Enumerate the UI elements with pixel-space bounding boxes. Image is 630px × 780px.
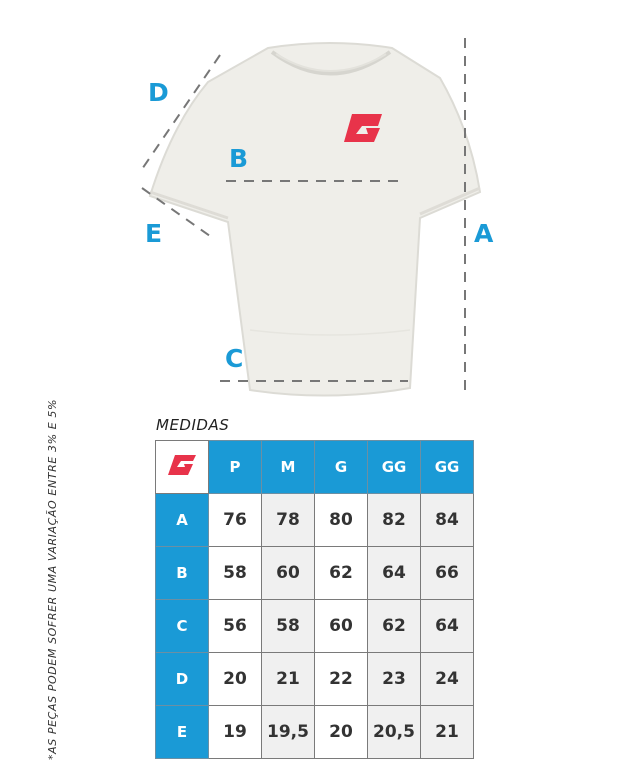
table-cell: 58 bbox=[209, 547, 262, 600]
table-cell: 21 bbox=[262, 653, 315, 706]
column-header: GG bbox=[368, 441, 421, 494]
table-cell: 20 bbox=[209, 653, 262, 706]
measure-label-c: C bbox=[225, 344, 244, 373]
size-table bbox=[155, 440, 474, 759]
table-row bbox=[156, 706, 474, 759]
table-row bbox=[156, 494, 474, 547]
table-cell: 23 bbox=[368, 653, 421, 706]
table-cell: 66 bbox=[421, 547, 474, 600]
table-cell: 22 bbox=[315, 653, 368, 706]
tshirt-body bbox=[150, 43, 480, 396]
measure-label-b: B bbox=[229, 144, 249, 173]
row-header: B bbox=[156, 547, 209, 600]
table-cell: 19 bbox=[209, 706, 262, 759]
table-cell: 20,5 bbox=[368, 706, 421, 759]
row-header: C bbox=[156, 600, 209, 653]
table-cell: 19,5 bbox=[262, 706, 315, 759]
row-header: D bbox=[156, 653, 209, 706]
table-logo-cell bbox=[156, 441, 209, 494]
table-cell: 60 bbox=[262, 547, 315, 600]
measure-label-a: A bbox=[474, 219, 494, 248]
table-row bbox=[156, 600, 474, 653]
table-cell: 82 bbox=[368, 494, 421, 547]
table-row bbox=[156, 653, 474, 706]
measure-label-e: E bbox=[145, 219, 163, 248]
table-cell: 64 bbox=[368, 547, 421, 600]
table-cell: 76 bbox=[209, 494, 262, 547]
table-cell: 20 bbox=[315, 706, 368, 759]
table-row bbox=[156, 547, 474, 600]
table-cell: 64 bbox=[421, 600, 474, 653]
table-cell: 60 bbox=[315, 600, 368, 653]
table-title: MEDIDAS bbox=[156, 416, 230, 434]
row-header: A bbox=[156, 494, 209, 547]
table-cell: 84 bbox=[421, 494, 474, 547]
table-cell: 56 bbox=[209, 600, 262, 653]
table-cell: 24 bbox=[421, 653, 474, 706]
table-cell: 58 bbox=[262, 600, 315, 653]
table-header-row bbox=[156, 441, 474, 494]
column-header: M bbox=[262, 441, 315, 494]
column-header: G bbox=[315, 441, 368, 494]
table-cell: 78 bbox=[262, 494, 315, 547]
brand-logo-icon bbox=[167, 453, 197, 477]
column-header: GG bbox=[421, 441, 474, 494]
column-header: P bbox=[209, 441, 262, 494]
table-cell: 62 bbox=[315, 547, 368, 600]
variation-note: *AS PEÇAS PODEM SOFRER UMA VARIAÇÃO ENTRE 3% E 5% bbox=[46, 398, 59, 760]
table-cell: 80 bbox=[315, 494, 368, 547]
table-cell: 21 bbox=[421, 706, 474, 759]
measure-label-d: D bbox=[148, 78, 169, 107]
table-cell: 62 bbox=[368, 600, 421, 653]
row-header: E bbox=[156, 706, 209, 759]
